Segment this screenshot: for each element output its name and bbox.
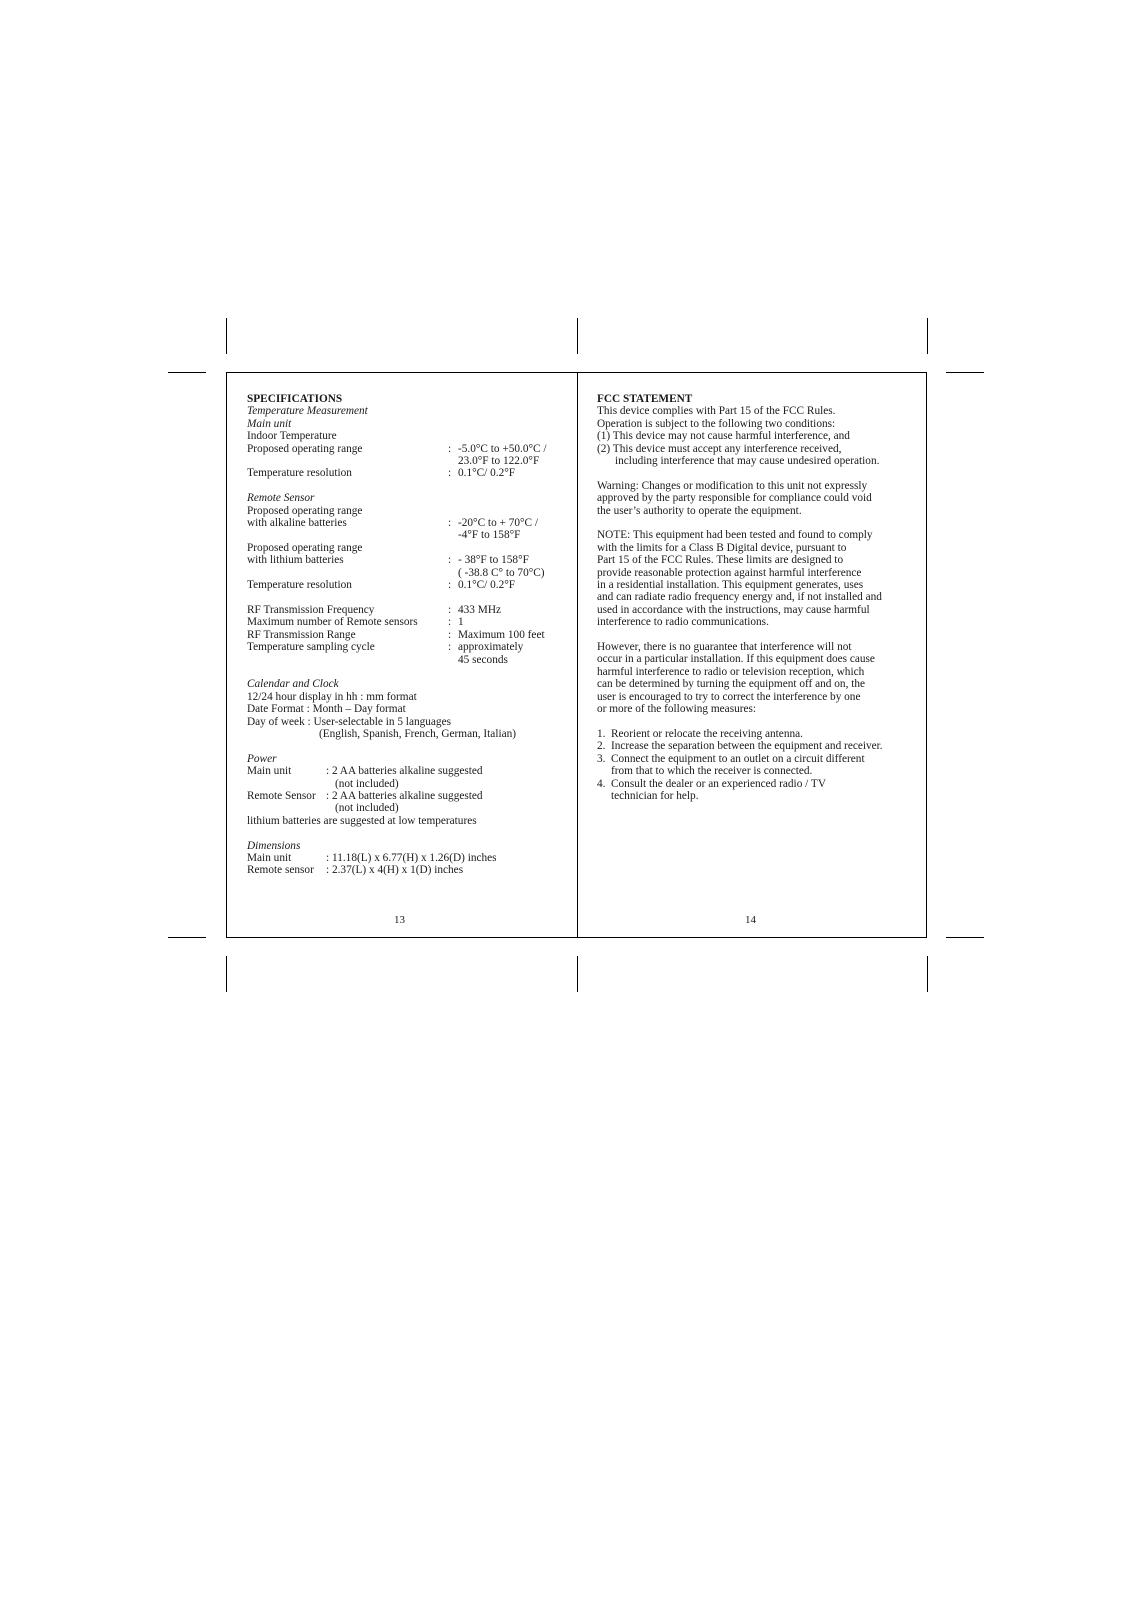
spec-value: 0.1°C/ 0.2°F [458, 467, 516, 480]
spec-row [247, 443, 572, 455]
spec-label: Temperature sampling cycle [247, 641, 375, 654]
however-line: user is encouraged to try to correct the interference by one [597, 690, 861, 703]
crop-mark [168, 937, 206, 938]
measure-text: Connect the equipment to an outlet on a circuit different [611, 752, 865, 765]
dimension-label: Main unit [247, 851, 292, 864]
power-value-cont: (not included) [335, 777, 399, 790]
lithium-range-label: Proposed operating range [247, 541, 363, 554]
measure-text: Consult the dealer or an experienced radio / TV [611, 777, 826, 790]
however-line: However, there is no guarantee that interference will not [597, 641, 852, 654]
note-line: Part 15 of the FCC Rules. These limits are designed to [597, 554, 844, 567]
spec-value: - 38°F to 158°F [458, 554, 529, 567]
measure-number: 1. [597, 727, 606, 740]
power-value-cont: (not included) [335, 802, 399, 815]
spec-value: approximately [458, 641, 524, 654]
spec-value-cont: ( -38.8 C° to 70°C) [458, 566, 545, 579]
spec-row [247, 629, 572, 641]
note-line: in a residential installation. This equipment generates, uses [597, 579, 864, 592]
spec-value: 0.1°C/ 0.2°F [458, 579, 516, 592]
spec-colon: : [448, 467, 452, 480]
calendar-line: 12/24 hour display in hh : mm format [247, 690, 417, 703]
spec-row [247, 467, 572, 479]
however-line: can be determined by turning the equipment off and on, the [597, 678, 866, 691]
spec-value-cont: -4°F to 158°F [458, 529, 521, 542]
intro-line: Operation is subject to the following two conditions: [597, 417, 836, 430]
measure-text-cont: technician for help. [611, 789, 699, 802]
spec-label: RF Transmission Frequency [247, 603, 375, 616]
note-line: used in accordance with the instructions, may cause harmful [597, 603, 870, 616]
spec-value: Maximum 100 feet [458, 628, 545, 641]
crop-mark [946, 372, 984, 373]
measure-item [597, 778, 917, 790]
intro-line: (2) This device must accept any interference received, [597, 442, 842, 455]
dimension-value: : 2.37(L) x 4(H) x 1(D) inches [326, 864, 464, 877]
spec-row [247, 604, 572, 616]
spec-label: Temperature resolution [247, 467, 352, 480]
measure-item [597, 753, 917, 765]
measure-text-cont: from that to which the receiver is connected. [611, 765, 813, 778]
languages-list: (English, Spanish, French, German, Italian) [319, 727, 517, 740]
fcc-statement-page [597, 393, 917, 802]
note-line: NOTE: This equipment had been tested and found to comply [597, 529, 873, 542]
spec-colon: : [448, 517, 452, 530]
spec-value-cont: 45 seconds [458, 653, 508, 666]
spec-row [247, 641, 572, 653]
fcc-title: FCC STATEMENT [597, 393, 693, 405]
intro-line: including interference that may cause undesired operation. [615, 455, 880, 468]
lithium-note: lithium batteries are suggested at low temperatures [247, 814, 477, 827]
crop-mark [577, 956, 578, 992]
dimension-row [247, 852, 572, 864]
power-row [247, 790, 572, 802]
spec-label: RF Transmission Range [247, 628, 356, 641]
crop-mark [226, 318, 227, 354]
spec-value-cont: 23.0°F to 122.0°F [458, 455, 540, 468]
dimensions-heading: Dimensions [247, 839, 301, 852]
measure-number: 2. [597, 740, 606, 753]
measure-item [597, 740, 917, 752]
spec-label: with lithium batteries [247, 554, 344, 567]
power-value: : 2 AA batteries alkaline suggested [326, 765, 483, 778]
spec-label: Temperature resolution [247, 579, 352, 592]
spec-value: -5.0°C to +50.0°C / [458, 442, 547, 455]
spec-colon: : [448, 603, 452, 616]
spec-row [247, 517, 572, 529]
warning-line: the user’s authority to operate the equipment. [597, 504, 802, 517]
page-number-left: 13 [394, 914, 405, 926]
spec-row [247, 579, 572, 591]
calendar-line: Date Format : Month – Day format [247, 703, 406, 716]
spec-value: 433 MHz [458, 603, 501, 616]
note-line: provide reasonable protection against harmful interference [597, 566, 862, 579]
crop-mark [946, 937, 984, 938]
dimension-value: : 11.18(L) x 6.77(H) x 1.26(D) inches [326, 851, 497, 864]
spec-colon: : [448, 554, 452, 567]
main-unit-heading: Main unit [247, 417, 292, 430]
spec-colon: : [448, 442, 452, 455]
power-value: : 2 AA batteries alkaline suggested [326, 789, 483, 802]
spec-value: 1 [458, 616, 464, 629]
calendar-line: Day of week : User-selectable in 5 languages [247, 715, 451, 728]
spec-row [247, 616, 572, 628]
crop-mark [927, 956, 928, 992]
page-divider [577, 372, 578, 938]
crop-mark [168, 372, 206, 373]
note-line: and can radiate radio frequency energy and, if not installed and [597, 591, 882, 604]
crop-mark [577, 318, 578, 354]
measure-number: 4. [597, 777, 606, 790]
spec-row [247, 554, 572, 566]
spec-label: Maximum number of Remote sensors [247, 616, 418, 629]
specifications-page [247, 393, 572, 877]
measure-number: 3. [597, 752, 606, 765]
dimension-label: Remote sensor [247, 864, 314, 877]
spec-colon: : [448, 628, 452, 641]
spec-colon: : [448, 616, 452, 629]
remote-sensor-heading: Remote Sensor [247, 492, 315, 505]
power-row [247, 765, 572, 777]
specifications-title: SPECIFICATIONS [247, 393, 343, 405]
however-line: occur in a particular installation. If this equipment does cause [597, 653, 875, 666]
warning-line: approved by the party responsible for compliance could void [597, 492, 872, 505]
spec-label: with alkaline batteries [247, 517, 347, 530]
spec-colon: : [448, 579, 452, 592]
note-line: interference to radio communications. [597, 616, 769, 629]
warning-line: Warning: Changes or modification to this unit not expressly [597, 479, 868, 492]
measure-item [597, 728, 917, 740]
spec-value: -20°C to + 70°C / [458, 517, 539, 530]
power-label: Remote Sensor [247, 789, 316, 802]
alkaline-range-label: Proposed operating range [247, 504, 363, 517]
page-number-right: 14 [745, 914, 756, 926]
power-label: Main unit [247, 765, 292, 778]
crop-mark [927, 318, 928, 354]
power-heading: Power [247, 752, 277, 765]
temperature-measurement-heading: Temperature Measurement [247, 405, 368, 418]
calendar-heading: Calendar and Clock [247, 678, 339, 691]
indoor-temperature-label: Indoor Temperature [247, 430, 337, 443]
measure-text: Reorient or relocate the receiving antenna. [611, 727, 803, 740]
measure-text: Increase the separation between the equipment and receiver. [611, 740, 883, 753]
spec-colon: : [448, 641, 452, 654]
however-line: or more of the following measures: [597, 703, 757, 716]
note-line: with the limits for a Class B Digital device, pursuant to [597, 541, 847, 554]
dimension-row [247, 864, 572, 876]
crop-mark [226, 956, 227, 992]
intro-line: (1) This device may not cause harmful interference, and [597, 430, 850, 443]
spec-label: Proposed operating range [247, 442, 363, 455]
however-line: harmful interference to radio or television reception, which [597, 665, 865, 678]
intro-line: This device complies with Part 15 of the FCC Rules. [597, 405, 836, 418]
